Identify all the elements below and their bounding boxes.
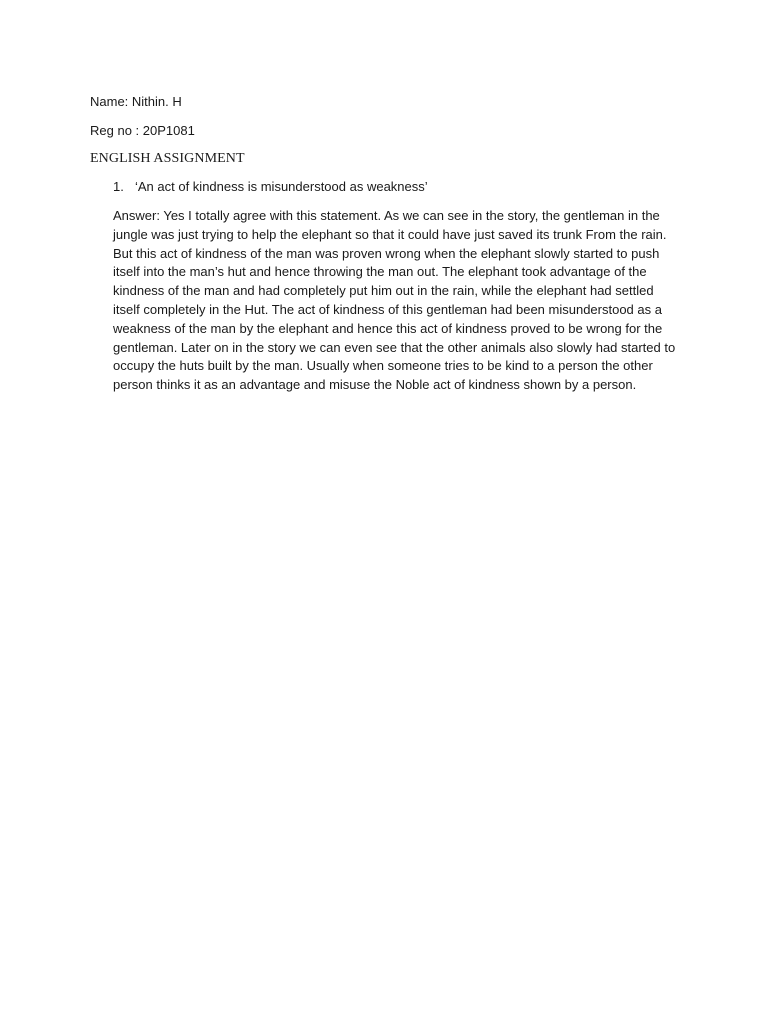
assignment-title: ENGLISH ASSIGNMENT [90, 151, 245, 166]
answer-line: jungle was just trying to help the elephant so that it could have just saved its trunk From the rain. [113, 226, 667, 242]
registration-number: Reg no : 20P1081 [90, 123, 195, 138]
question-number: 1. [113, 179, 124, 194]
answer-line: weakness of the man by the elephant and hence this act of kindness proved to be wrong for the [113, 320, 663, 336]
answer-paragraph [113, 207, 676, 395]
question-item [113, 178, 428, 196]
answer-line: kindness of the man and had completely put him out in the rain, while the elephant had settled [113, 283, 654, 299]
answer-line: Answer: Yes I totally agree with this statement. As we can see in the story, the gentleman in the [113, 208, 660, 223]
answer-line: person thinks it as an advantage and misuse the Noble act of kindness shown by a person. [113, 377, 637, 393]
student-name: Name: Nithin. H [90, 94, 182, 109]
answer-line: But this act of kindness of the man was proven wrong when the elephant slowly started to push [113, 245, 660, 261]
answer-line: itself completely in the Hut. The act of kindness of this gentleman had been misunderstood as a [113, 301, 662, 317]
answer-line: itself into the man’s hut and hence throwing the man out. The elephant took advantage of the [113, 264, 647, 280]
answer-line: gentleman. Later on in the story we can even see that the other animals also slowly had started to [113, 339, 676, 355]
question-text: ‘An act of kindness is misunderstood as weakness’ [135, 179, 428, 194]
answer-line: occupy the huts built by the man. Usually when someone tries to be kind to a person the other [113, 358, 653, 374]
